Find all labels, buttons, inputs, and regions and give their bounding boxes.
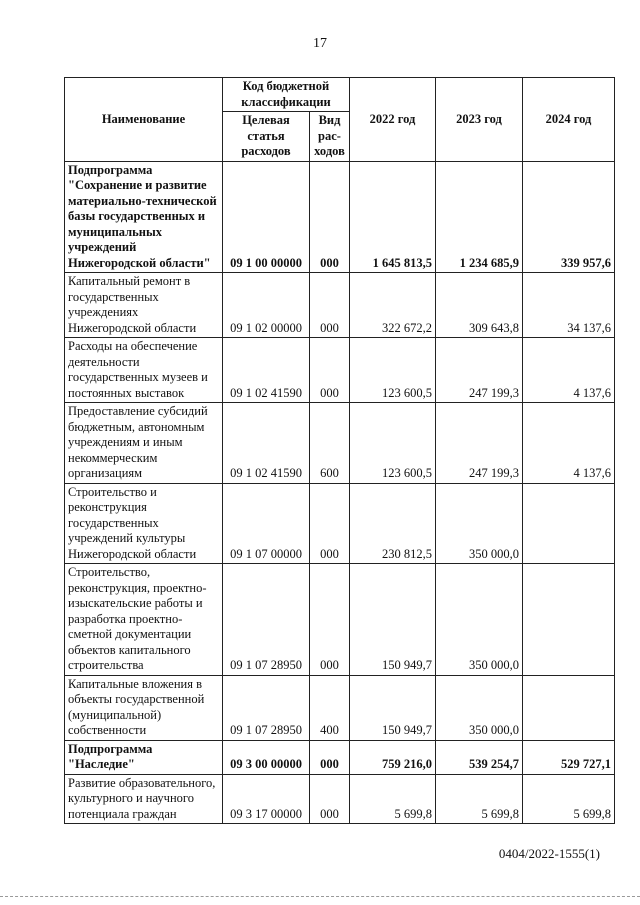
table-row (65, 483, 615, 564)
cell-name: Предоставление субсидий бюджетным, автономным учреждениям и иным некоммерческим организациям (65, 403, 223, 484)
cell-y2023: 247 199,3 (436, 338, 523, 403)
cell-y2023: 309 643,8 (436, 273, 523, 338)
cell-name: Строительство, реконструкция, проектно-изыскательские работы и разработка проектно-сметной документации объектов капитального строительства (65, 564, 223, 676)
cell-name: Развитие образовательного, культурного и научного потенциала граждан (65, 774, 223, 824)
header-2023: 2023 год (436, 78, 523, 162)
cell-name: Подпрограмма "Сохранение и развитие материально-технической базы государственных и муниципальных учреждений Нижегородской области" (65, 161, 223, 273)
cell-y2024: 34 137,6 (523, 273, 615, 338)
cell-y2024: 5 699,8 (523, 774, 615, 824)
cell-y2023: 350 000,0 (436, 564, 523, 676)
cell-y2022: 1 645 813,5 (350, 161, 436, 273)
header-2024: 2024 год (523, 78, 615, 162)
cell-kind: 600 (310, 403, 350, 484)
cell-y2023: 1 234 685,9 (436, 161, 523, 273)
cell-code: 09 3 00 00000 (223, 740, 310, 774)
cell-name: Капитальные вложения в объекты государственной (муниципальной) собственности (65, 675, 223, 740)
cell-kind: 000 (310, 483, 350, 564)
budget-table (64, 77, 615, 824)
cell-code: 09 1 02 00000 (223, 273, 310, 338)
cell-y2022: 322 672,2 (350, 273, 436, 338)
document-code: 0404/2022-1555(1) (498, 846, 600, 861)
cell-code: 09 1 02 41590 (223, 403, 310, 484)
cell-y2024: 4 137,6 (523, 338, 615, 403)
cell-y2022: 123 600,5 (350, 403, 436, 484)
cell-y2022: 5 699,8 (350, 774, 436, 824)
cell-name: Расходы на обеспечение деятельности государственных музеев и постоянных выставок (65, 338, 223, 403)
bottom-rule (0, 896, 640, 897)
cell-y2023: 247 199,3 (436, 403, 523, 484)
header-code-group: Код бюджетной классификации (223, 78, 350, 112)
table-row (65, 774, 615, 824)
cell-code: 09 1 02 41590 (223, 338, 310, 403)
cell-y2023: 539 254,7 (436, 740, 523, 774)
cell-y2024 (523, 483, 615, 564)
table-row (65, 564, 615, 676)
cell-y2023: 350 000,0 (436, 483, 523, 564)
cell-kind: 400 (310, 675, 350, 740)
cell-code: 09 1 07 28950 (223, 564, 310, 676)
cell-y2024: 529 727,1 (523, 740, 615, 774)
cell-y2023: 5 699,8 (436, 774, 523, 824)
table-row (65, 273, 615, 338)
cell-y2024 (523, 675, 615, 740)
header-2022: 2022 год (350, 78, 436, 162)
cell-code: 09 1 07 28950 (223, 675, 310, 740)
cell-y2022: 150 949,7 (350, 564, 436, 676)
cell-y2022: 123 600,5 (350, 338, 436, 403)
cell-kind: 000 (310, 564, 350, 676)
table-row (65, 161, 615, 273)
cell-name: Подпрограмма "Наследие" (65, 740, 223, 774)
cell-y2024: 339 957,6 (523, 161, 615, 273)
cell-y2022: 230 812,5 (350, 483, 436, 564)
table-row (65, 403, 615, 484)
cell-code: 09 1 07 00000 (223, 483, 310, 564)
cell-kind: 000 (310, 774, 350, 824)
cell-kind: 000 (310, 338, 350, 403)
cell-y2024: 4 137,6 (523, 403, 615, 484)
table-row (65, 338, 615, 403)
header-name: Наименование (65, 78, 223, 162)
table-row (65, 675, 615, 740)
header-target: Целевая статья расходов (223, 112, 310, 162)
cell-name: Строительство и реконструкция государственных учреждений культуры Нижегородской области (65, 483, 223, 564)
page-number: 17 (313, 36, 327, 51)
cell-kind: 000 (310, 161, 350, 273)
table-body (65, 161, 615, 824)
cell-y2023: 350 000,0 (436, 675, 523, 740)
cell-code: 09 3 17 00000 (223, 774, 310, 824)
table-row (65, 740, 615, 774)
cell-kind: 000 (310, 740, 350, 774)
cell-y2022: 759 216,0 (350, 740, 436, 774)
header-kind: Вид рас-ходов (310, 112, 350, 162)
cell-y2024 (523, 564, 615, 676)
cell-name: Капитальный ремонт в государственных учреждениях Нижегородской области (65, 273, 223, 338)
cell-y2022: 150 949,7 (350, 675, 436, 740)
cell-code: 09 1 00 00000 (223, 161, 310, 273)
cell-kind: 000 (310, 273, 350, 338)
